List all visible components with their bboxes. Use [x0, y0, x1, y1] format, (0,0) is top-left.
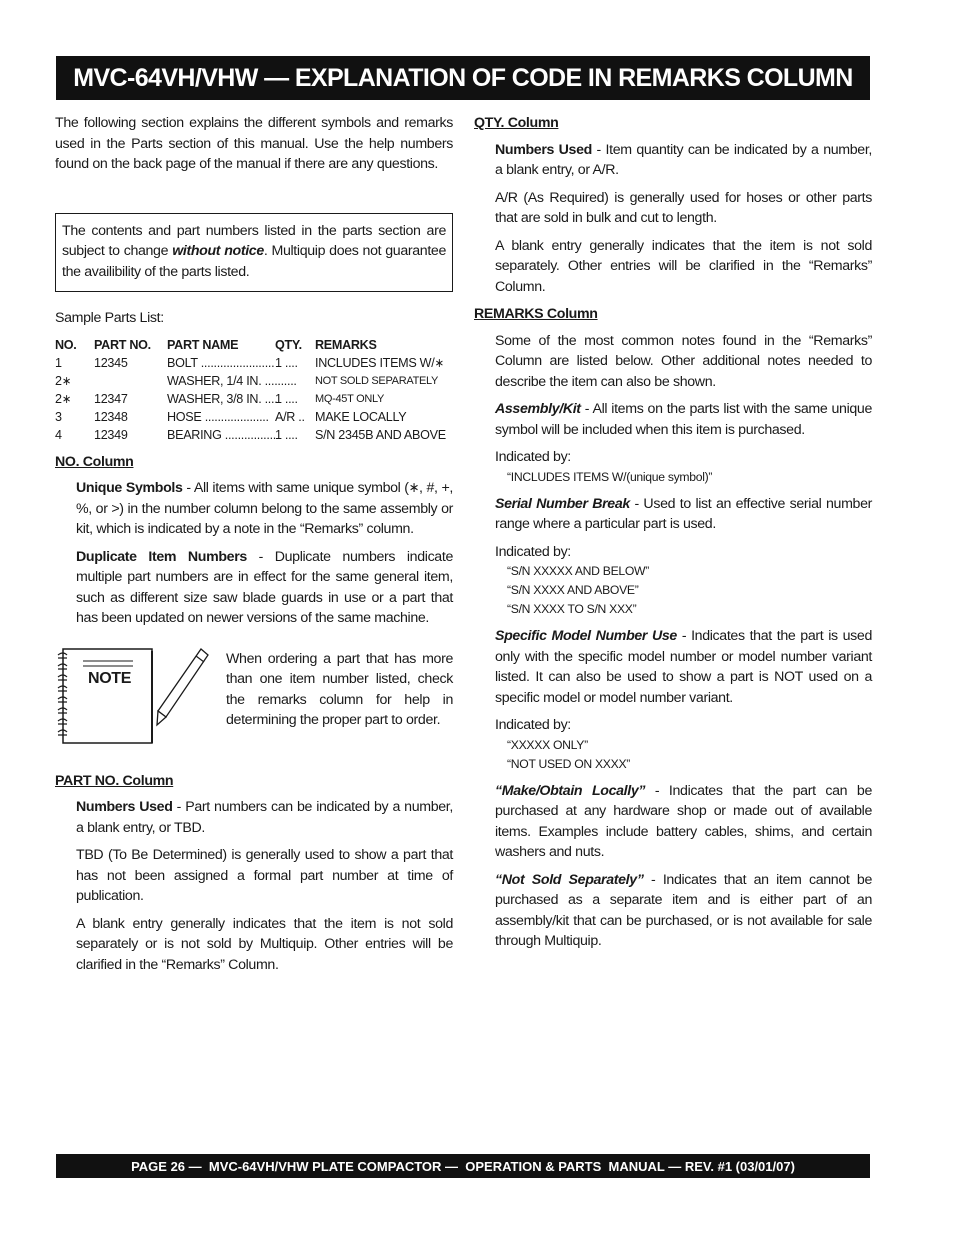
serial-break-text: - Used to list an effective serial number range where a particular part is used.	[495, 495, 872, 532]
header-no: NO.	[55, 337, 77, 352]
cell-remarks: MAKE LOCALLY	[315, 409, 407, 424]
cell-no: 2∗	[55, 373, 71, 388]
header-qty: QTY.	[275, 337, 302, 352]
qty-numbers-used-paragraph	[474, 140, 872, 181]
cell-part-name: WASHER, 3/8 IN. ....	[167, 391, 278, 406]
cell-no: 2∗	[55, 391, 71, 406]
unique-symbols-paragraph	[55, 478, 453, 540]
notice-text-before: The contents and part numbers listed in the parts section are subject to change	[62, 222, 446, 259]
cell-qty: 1 ....	[275, 427, 298, 442]
cell-part-no: 12345	[94, 355, 128, 370]
indicated-by-label: Indicated by:	[495, 543, 571, 560]
qty-column-heading: QTY. Column	[474, 115, 559, 131]
qty-numbers-used-text: - Item quantity can be indicated by a number, a blank entry, or A/R.	[495, 141, 873, 178]
cell-remarks: INCLUDES ITEMS W/∗	[315, 355, 444, 370]
parts-header-row	[55, 336, 453, 354]
qty-blank-paragraph: A blank entry generally indicates that the item is not sold separately. Other entries will be clarified in the “Remarks” Column.	[495, 237, 872, 295]
not-sold-separately-paragraph	[474, 870, 872, 952]
example-item: “INCLUDES ITEMS W/(unique symbol)”	[507, 469, 713, 484]
cell-no: 4	[55, 427, 62, 442]
note-text: When ordering a part that has more than one item number listed, check the remarks column for help in determining the proper part to order.	[226, 650, 453, 728]
cell-remarks: S/N 2345B AND ABOVE	[315, 427, 446, 442]
table-row	[55, 408, 453, 426]
right-column	[474, 113, 872, 959]
make-locally-text: - Indicates that the part can be purchased at any hardware shop or made out of available items. Examples include battery cables, shims, and certain washers and nuts.	[495, 782, 872, 860]
make-locally-label: “Make/Obtain Locally”	[495, 782, 646, 799]
intro-paragraph: The following section explains the different symbols and remarks used in the Parts section of this manual. Use the help numbers found on the back page of the manual if there are any questions.	[55, 115, 453, 172]
cell-part-name: BOLT .......................	[167, 355, 275, 370]
cell-part-name: WASHER, 1/4 IN. ..........	[167, 373, 297, 388]
model-use-paragraph	[474, 626, 872, 708]
page-footer: PAGE 26 — MVC-64VH/VHW PLATE COMPACTOR — OPERATION & PARTS MANUAL — REV. #1 (03/01/07)	[56, 1154, 870, 1178]
sample-parts-list	[55, 336, 453, 444]
note-label: NOTE	[88, 669, 132, 687]
left-column	[55, 113, 453, 982]
indicated-by-label: Indicated by:	[495, 449, 571, 465]
cell-qty: 1 ....	[275, 391, 298, 406]
remarks-column-heading: REMARKS Column	[474, 306, 598, 322]
part-blank-paragraph: A blank entry generally indicates that the item is not sold separately or is not sold by Multiquip. Other entries will be clarified in the “Remarks” Column.	[76, 915, 453, 973]
no-column-heading: NO. Column	[55, 453, 134, 470]
unique-symbols-label: Unique Symbols	[76, 480, 183, 496]
part-numbers-used-text: - Part numbers can be indicated by a number, a blank entry, or TBD.	[76, 799, 453, 836]
cell-part-no: 12347	[94, 391, 128, 406]
assembly-kit-label: Assembly/Kit	[495, 401, 581, 417]
notice-text-after: . Multiquip does not guarantee the availibility of the parts listed.	[62, 243, 447, 280]
notepad-icon	[55, 645, 215, 755]
cell-part-name: HOSE ....................	[167, 409, 269, 424]
page-title: MVC-64VH/VHW — EXPLANATION OF CODE IN REMARKS COLUMN	[56, 56, 870, 100]
example-item: “S/N XXXX AND ABOVE”	[507, 583, 639, 597]
table-row	[55, 354, 453, 372]
cell-qty: 1 ....	[275, 355, 298, 370]
cell-part-name: BEARING ................	[167, 427, 276, 442]
header-part-name: PART NAME	[167, 337, 239, 352]
table-row	[55, 372, 453, 390]
example-item: “XXXXX ONLY”	[507, 737, 588, 752]
model-use-label: Specific Model Number Use	[495, 628, 677, 644]
cell-remarks: MQ-45T ONLY	[315, 392, 385, 405]
cell-part-no	[94, 372, 167, 390]
assembly-kit-text: - All items on the parts list with the same unique symbol will be included when this item is purchased.	[495, 401, 872, 438]
assembly-kit-paragraph	[474, 399, 872, 440]
part-numbers-used-label: Numbers Used	[76, 799, 173, 815]
remarks-intro-paragraph: Some of the most common notes found in the “Remarks” Column are listed below. Other additional notes needed to describe the item can also be shown.	[495, 332, 872, 390]
example-item: “NOT USED ON XXXX”	[507, 756, 631, 771]
cell-no: 1	[55, 355, 62, 370]
tbd-paragraph: TBD (To Be Determined) is generally used to show a part that has not been assigned a formal part number at time of publication.	[76, 847, 453, 904]
table-row	[55, 390, 453, 408]
part-numbers-used-paragraph	[55, 797, 453, 838]
example-item: “S/N XXXXX AND BELOW”	[507, 564, 650, 578]
header-remarks: REMARKS	[315, 337, 377, 352]
notice-emphasis: without notice	[172, 243, 264, 259]
cell-part-no: 12349	[94, 427, 128, 442]
assembly-examples	[474, 468, 872, 487]
header-part-no: PART NO.	[94, 337, 151, 352]
duplicate-items-text: - Duplicate numbers indicate multiple part numbers are in effect for the same general item, such as different size saw blade guards in use or a part that has been updated on newer versions of the same machine.	[76, 548, 453, 626]
sample-label: Sample Parts List:	[55, 310, 164, 326]
part-no-column-heading: PART NO. Column	[55, 772, 174, 789]
unique-symbols-text: - All items with same unique symbol (∗, #, +, %, or >) in the number column belong to the same assembly or kit, which is indicated by a note in the “Remarks” column.	[76, 480, 453, 537]
qty-numbers-used-label: Numbers Used	[495, 141, 592, 158]
serial-break-label: Serial Number Break	[495, 495, 630, 512]
make-locally-paragraph	[474, 781, 872, 863]
table-row	[55, 426, 453, 444]
cell-no: 3	[55, 409, 62, 424]
as-required-paragraph: A/R (As Required) is generally used for hoses or other parts that are sold in bulk and cut to length.	[495, 189, 872, 226]
indicated-by-label: Indicated by:	[495, 717, 571, 733]
serial-break-paragraph	[474, 494, 872, 535]
model-examples	[474, 736, 872, 774]
not-sold-separately-label: “Not Sold Separately”	[495, 871, 644, 888]
cell-qty	[275, 372, 315, 390]
cell-qty: A/R ..	[275, 409, 305, 424]
duplicate-items-paragraph	[55, 547, 453, 629]
serial-examples	[474, 562, 872, 619]
note-block	[55, 645, 453, 757]
example-item: “S/N XXXX TO S/N XXX”	[507, 602, 637, 616]
duplicate-items-label: Duplicate Item Numbers	[76, 548, 247, 565]
cell-part-no: 12348	[94, 409, 128, 424]
model-use-text: - Indicates that the part is used only with the specific model number or model number variant listed. It can also be used to show a part is NOT used on a specific model or model number variant.	[495, 628, 872, 706]
notice-box	[55, 213, 453, 293]
cell-remarks: NOT SOLD SEPARATELY	[315, 374, 439, 387]
not-sold-separately-text: - Indicates that an item cannot be purchased as a separate item and is either part of an assembly/kit that can be purchased, or is not available for sale through Multiquip.	[495, 871, 872, 949]
